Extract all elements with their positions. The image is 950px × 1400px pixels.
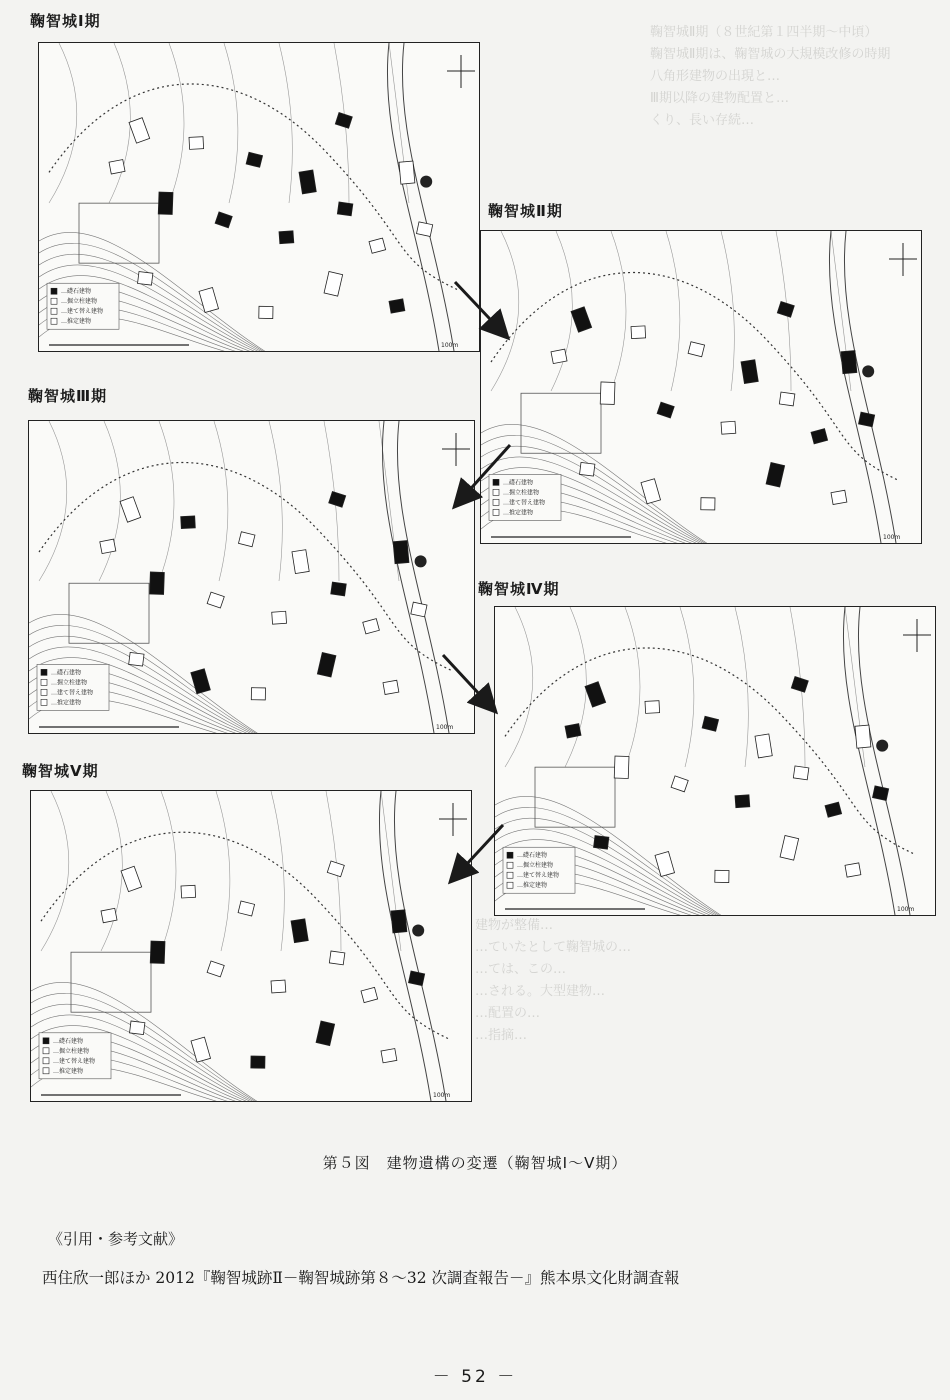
bleed-line: 鞠智城Ⅱ期（８世紀第１四半期～中頃） [650,25,878,40]
map-scale-label: 100m [897,906,915,913]
map-legend-entry: …建て替え建物 [517,872,560,880]
period-label-2: 鞠智城Ⅱ期 [488,202,563,220]
map-legend-entry: …推定建物 [61,318,92,326]
map-legend-entry: …礎石建物 [61,288,92,296]
map-legend-entry: …建て替え建物 [53,1057,96,1065]
bleed-line: くり、長い存続… [650,113,755,128]
bleed-line: …ていたとして鞠智城の… [475,940,632,955]
bleed-line: 八角形建物の出現と… [650,69,781,84]
map-legend-entry: …礎石建物 [51,669,82,677]
map-legend-entry: …掘立柱建物 [503,489,540,497]
references-heading: 《引用・参考文献》 [48,1230,184,1248]
bleed-line: …指摘… [475,1028,528,1043]
bleed-line: …される。大型建物… [475,984,606,999]
reference-item: 西住欣一郎ほか 2012『鞠智城跡Ⅱ－鞠智城跡第８～32 次調査報告－』熊本県文化財調査報 [42,1269,680,1287]
arrow-1-to-2 [455,282,506,336]
arrow-4-to-5 [452,825,503,880]
period-label-3: 鞠智城Ⅲ期 [28,387,108,405]
bleed-line: …配置の… [475,1006,541,1021]
period-label-5: 鞠智城Ⅴ期 [22,762,99,780]
page-number: － 52 － [432,1367,518,1387]
map-legend-entry: …礎石建物 [53,1037,84,1045]
map-scale-label: 100m [883,534,901,541]
bleed-line: …ては、この… [475,962,567,977]
bleed-line: 建物が整備… [475,918,554,933]
arrow-3-to-4 [443,655,494,710]
map-legend-entry: …礎石建物 [503,479,534,487]
period-label-1: 鞠智城Ⅰ期 [30,12,101,30]
map-legend-entry: …推定建物 [503,509,534,517]
period-label-4: 鞠智城Ⅳ期 [478,580,560,598]
map-legend-entry: …掘立柱建物 [61,298,98,306]
map-legend-entry: …礎石建物 [517,852,548,860]
bleed-line: Ⅲ期以降の建物配置と… [650,91,789,106]
map-scale-label: 100m [436,724,454,731]
map-legend-entry: …推定建物 [517,882,548,890]
map-scale-label: 100m [441,342,459,349]
map-legend-entry: …掘立柱建物 [517,862,554,870]
map-legend-entry: …掘立柱建物 [51,679,88,687]
arrow-2-to-3 [456,445,510,505]
map-legend-entry: …掘立柱建物 [53,1047,90,1055]
map-scale-label: 100m [433,1092,451,1099]
map-legend-entry: …推定建物 [53,1067,84,1075]
map-legend-entry: …建て替え建物 [503,499,546,507]
map-legend-entry: …推定建物 [51,699,82,707]
map-legend-entry: …建て替え建物 [51,689,94,697]
map-legend-entry: …建て替え建物 [61,308,104,316]
bleed-line: 鞠智城Ⅱ期は、鞠智城の大規模改修の時期 [650,47,891,62]
figure-caption: 第５図 建物遺構の変遷（鞠智城Ⅰ～Ⅴ期） [322,1154,628,1172]
